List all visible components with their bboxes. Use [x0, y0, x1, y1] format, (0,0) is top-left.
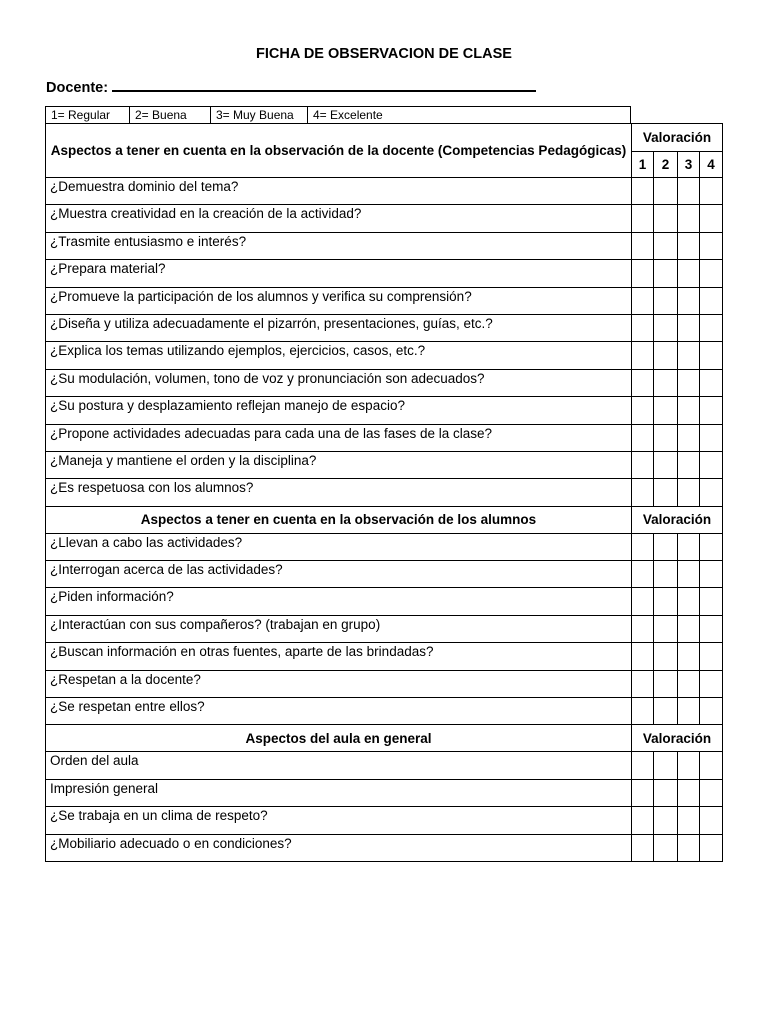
question-text: ¿Su postura y desplazamiento reflejan manejo de espacio? — [46, 397, 632, 424]
valoracion-header: Valoración — [632, 506, 723, 533]
rating-cell-1[interactable] — [632, 834, 654, 861]
rating-cell-1[interactable] — [632, 287, 654, 314]
rating-cell-2[interactable] — [654, 205, 678, 232]
rating-cell-1[interactable] — [632, 807, 654, 834]
question-row — [46, 588, 723, 615]
question-row — [46, 834, 723, 861]
question-row — [46, 232, 723, 259]
rating-cell-4[interactable] — [700, 807, 723, 834]
rating-cell-3[interactable] — [678, 232, 700, 259]
rating-cell-2[interactable] — [654, 698, 678, 725]
question-row — [46, 533, 723, 560]
rating-cell-4[interactable] — [700, 287, 723, 314]
valoracion-header: Valoración — [632, 725, 723, 752]
rating-cell-1[interactable] — [632, 752, 654, 779]
section-heading: Aspectos a tener en cuenta en la observación de la docente (Competencias Pedagógicas) — [46, 124, 632, 178]
rating-cell-4[interactable] — [700, 314, 723, 341]
rating-cell-2[interactable] — [654, 314, 678, 341]
rating-cell-3[interactable] — [678, 479, 700, 506]
rating-cell-2[interactable] — [654, 779, 678, 806]
legend-item: 2= Buena — [130, 107, 211, 124]
legend-item: 4= Excelente — [308, 107, 631, 124]
question-text: Orden del aula — [46, 752, 632, 779]
question-text: ¿Se respetan entre ellos? — [46, 698, 632, 725]
rating-cell-3[interactable] — [678, 615, 700, 642]
rating-cell-1[interactable] — [632, 178, 654, 205]
rating-cell-3[interactable] — [678, 178, 700, 205]
rating-cell-1[interactable] — [632, 479, 654, 506]
rating-cell-2[interactable] — [654, 451, 678, 478]
question-row — [46, 698, 723, 725]
question-text: ¿Mobiliario adecuado o en condiciones? — [46, 834, 632, 861]
scale-number: 2 — [654, 152, 678, 178]
question-row — [46, 424, 723, 451]
docente-field — [46, 76, 536, 96]
rating-cell-3[interactable] — [678, 314, 700, 341]
rating-cell-1[interactable] — [632, 424, 654, 451]
question-row — [46, 178, 723, 205]
rating-cell-3[interactable] — [678, 287, 700, 314]
scale-number: 1 — [632, 152, 654, 178]
rating-cell-2[interactable] — [654, 643, 678, 670]
rating-cell-3[interactable] — [678, 397, 700, 424]
rating-cell-4[interactable] — [700, 643, 723, 670]
rating-cell-1[interactable] — [632, 670, 654, 697]
rating-cell-3[interactable] — [678, 260, 700, 287]
form-title: FICHA DE OBSERVACION DE CLASE — [256, 46, 512, 62]
rating-cell-3[interactable] — [678, 643, 700, 670]
rating-cell-4[interactable] — [700, 533, 723, 560]
scale-number: 4 — [700, 152, 723, 178]
rating-cell-4[interactable] — [700, 561, 723, 588]
rating-cell-3[interactable] — [678, 369, 700, 396]
rating-cell-1[interactable] — [632, 369, 654, 396]
observation-table — [45, 123, 723, 862]
rating-cell-3[interactable] — [678, 588, 700, 615]
question-row — [46, 205, 723, 232]
question-row — [46, 314, 723, 341]
rating-cell-2[interactable] — [654, 479, 678, 506]
rating-cell-1[interactable] — [632, 588, 654, 615]
rating-cell-4[interactable] — [700, 588, 723, 615]
rating-cell-2[interactable] — [654, 561, 678, 588]
question-text: ¿Maneja y mantiene el orden y la disciplina? — [46, 451, 632, 478]
question-text: ¿Buscan información en otras fuentes, aparte de las brindadas? — [46, 643, 632, 670]
rating-cell-4[interactable] — [700, 834, 723, 861]
rating-cell-2[interactable] — [654, 752, 678, 779]
question-text: ¿Se trabaja en un clima de respeto? — [46, 807, 632, 834]
question-row — [46, 287, 723, 314]
question-row — [46, 807, 723, 834]
rating-cell-1[interactable] — [632, 260, 654, 287]
legend-item: 1= Regular — [46, 107, 130, 124]
rating-cell-1[interactable] — [632, 232, 654, 259]
question-row — [46, 397, 723, 424]
question-text: ¿Trasmite entusiasmo e interés? — [46, 232, 632, 259]
question-text: ¿Piden información? — [46, 588, 632, 615]
question-row — [46, 615, 723, 642]
rating-cell-2[interactable] — [654, 369, 678, 396]
rating-cell-3[interactable] — [678, 752, 700, 779]
rating-cell-4[interactable] — [700, 342, 723, 369]
rating-cell-1[interactable] — [632, 561, 654, 588]
rating-cell-4[interactable] — [700, 670, 723, 697]
rating-cell-1[interactable] — [632, 205, 654, 232]
question-row — [46, 779, 723, 806]
rating-cell-1[interactable] — [632, 451, 654, 478]
question-row — [46, 479, 723, 506]
rating-cell-2[interactable] — [654, 424, 678, 451]
question-text: ¿Interrogan acerca de las actividades? — [46, 561, 632, 588]
rating-cell-3[interactable] — [678, 807, 700, 834]
rating-cell-2[interactable] — [654, 232, 678, 259]
question-row — [46, 369, 723, 396]
question-text: ¿Respetan a la docente? — [46, 670, 632, 697]
question-text: Impresión general — [46, 779, 632, 806]
valoracion-header: Valoración — [632, 124, 723, 152]
rating-cell-1[interactable] — [632, 615, 654, 642]
rating-cell-4[interactable] — [700, 752, 723, 779]
rating-cell-1[interactable] — [632, 533, 654, 560]
rating-cell-2[interactable] — [654, 807, 678, 834]
rating-cell-1[interactable] — [632, 698, 654, 725]
rating-cell-1[interactable] — [632, 779, 654, 806]
rating-cell-4[interactable] — [700, 260, 723, 287]
rating-cell-3[interactable] — [678, 451, 700, 478]
rating-cell-2[interactable] — [654, 397, 678, 424]
scale-number: 3 — [678, 152, 700, 178]
question-text: ¿Llevan a cabo las actividades? — [46, 533, 632, 560]
rating-cell-4[interactable] — [700, 205, 723, 232]
question-text: ¿Propone actividades adecuadas para cada una de las fases de la clase? — [46, 424, 632, 451]
section-heading: Aspectos a tener en cuenta en la observación de los alumnos — [46, 506, 632, 533]
question-row — [46, 643, 723, 670]
question-row — [46, 561, 723, 588]
rating-cell-1[interactable] — [632, 342, 654, 369]
question-text: ¿Promueve la participación de los alumnos y verifica su comprensión? — [46, 287, 632, 314]
question-text: ¿Prepara material? — [46, 260, 632, 287]
rating-cell-2[interactable] — [654, 533, 678, 560]
rating-cell-3[interactable] — [678, 342, 700, 369]
rating-cell-3[interactable] — [678, 834, 700, 861]
question-text: ¿Muestra creatividad en la creación de la actividad? — [46, 205, 632, 232]
rating-cell-4[interactable] — [700, 698, 723, 725]
rating-cell-2[interactable] — [654, 615, 678, 642]
rating-cell-4[interactable] — [700, 369, 723, 396]
rating-legend — [45, 106, 631, 124]
question-text: ¿Interactúan con sus compañeros? (trabajan en grupo) — [46, 615, 632, 642]
docente-label: Docente: — [46, 80, 109, 96]
rating-cell-4[interactable] — [700, 479, 723, 506]
question-row — [46, 260, 723, 287]
rating-cell-2[interactable] — [654, 588, 678, 615]
section-heading: Aspectos del aula en general — [46, 725, 632, 752]
rating-cell-4[interactable] — [700, 178, 723, 205]
rating-cell-3[interactable] — [678, 205, 700, 232]
rating-cell-2[interactable] — [654, 834, 678, 861]
rating-cell-3[interactable] — [678, 561, 700, 588]
rating-cell-3[interactable] — [678, 670, 700, 697]
rating-cell-3[interactable] — [678, 698, 700, 725]
question-row — [46, 342, 723, 369]
question-text: ¿Su modulación, volumen, tono de voz y pronunciación son adecuados? — [46, 369, 632, 396]
rating-cell-4[interactable] — [700, 232, 723, 259]
rating-cell-2[interactable] — [654, 260, 678, 287]
rating-cell-3[interactable] — [678, 533, 700, 560]
question-row — [46, 752, 723, 779]
rating-cell-4[interactable] — [700, 451, 723, 478]
question-row — [46, 451, 723, 478]
docente-signature-line[interactable] — [112, 76, 536, 92]
rating-cell-2[interactable] — [654, 670, 678, 697]
question-text: ¿Diseña y utiliza adecuadamente el pizarrón, presentaciones, guías, etc.? — [46, 314, 632, 341]
question-text: ¿Es respetuosa con los alumnos? — [46, 479, 632, 506]
rating-cell-3[interactable] — [678, 779, 700, 806]
rating-cell-3[interactable] — [678, 424, 700, 451]
rating-cell-4[interactable] — [700, 397, 723, 424]
rating-cell-2[interactable] — [654, 178, 678, 205]
question-text: ¿Demuestra dominio del tema? — [46, 178, 632, 205]
legend-item: 3= Muy Buena — [211, 107, 308, 124]
question-text: ¿Explica los temas utilizando ejemplos, ejercicios, casos, etc.? — [46, 342, 632, 369]
rating-cell-1[interactable] — [632, 314, 654, 341]
question-row — [46, 670, 723, 697]
rating-cell-1[interactable] — [632, 643, 654, 670]
rating-cell-4[interactable] — [700, 615, 723, 642]
rating-cell-4[interactable] — [700, 779, 723, 806]
rating-cell-2[interactable] — [654, 342, 678, 369]
rating-cell-2[interactable] — [654, 287, 678, 314]
rating-cell-1[interactable] — [632, 397, 654, 424]
rating-cell-4[interactable] — [700, 424, 723, 451]
